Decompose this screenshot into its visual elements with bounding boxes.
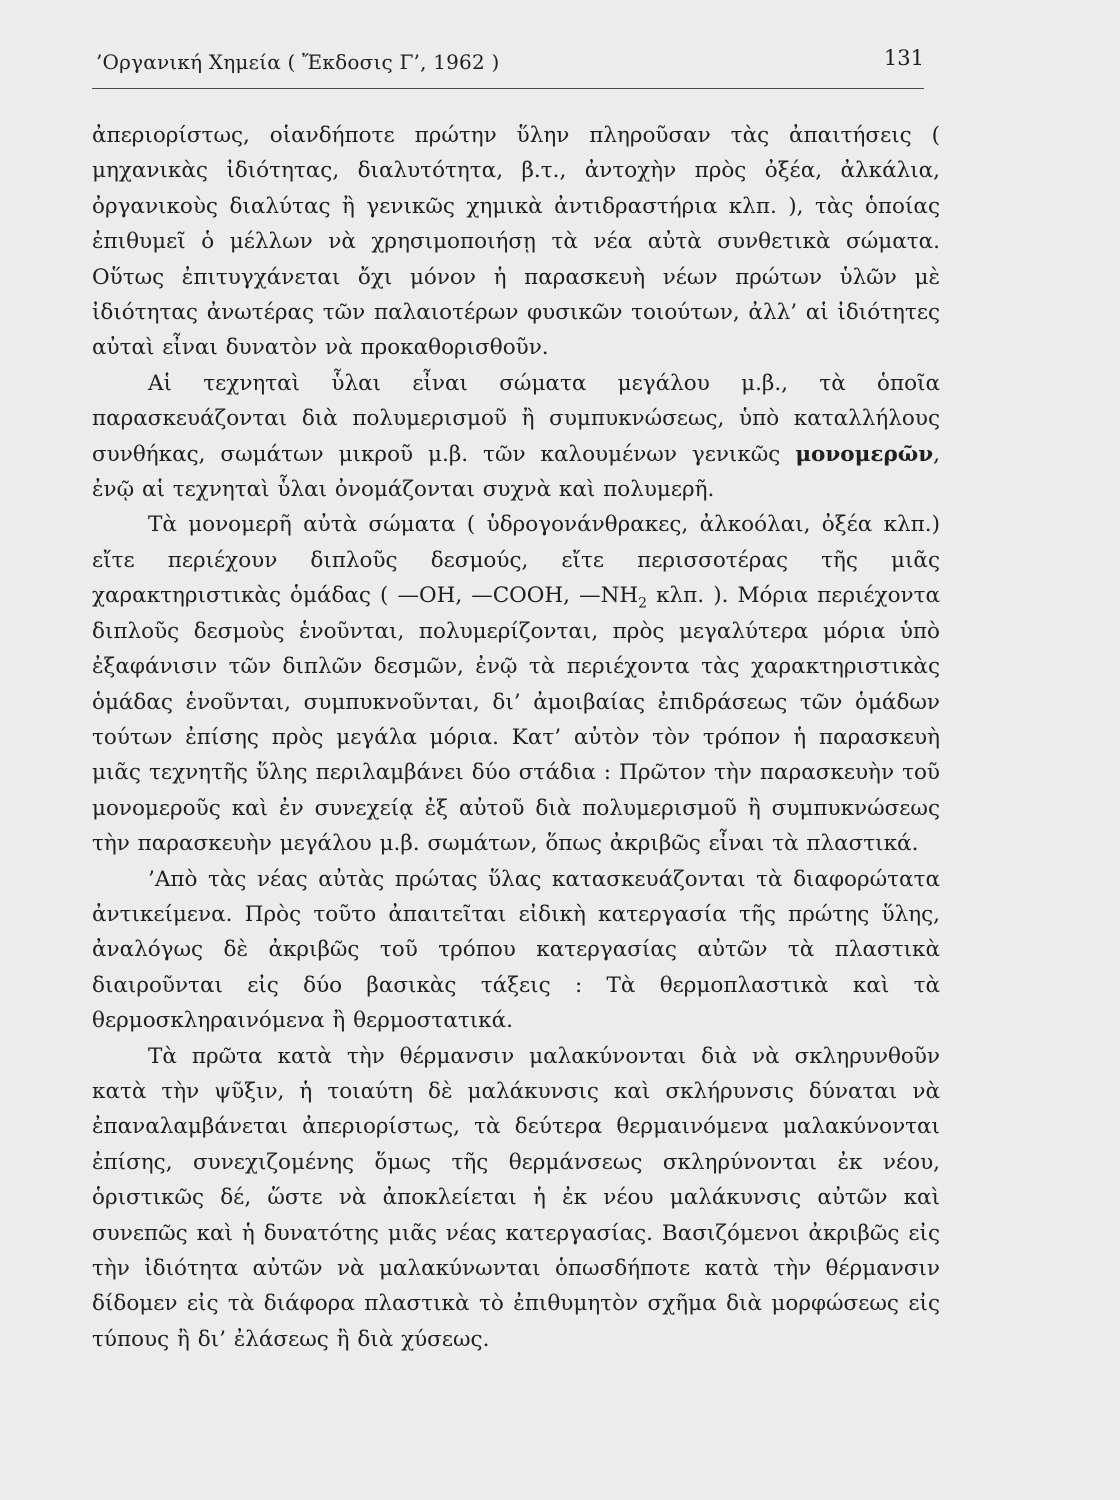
paragraph-4 bbox=[92, 862, 940, 1039]
body-text bbox=[92, 118, 940, 1357]
paragraph-2-text-after: , ἐνῷ αἱ τεχνηταὶ ὗλαι ὀνομάζονται συχνὰ καὶ πολυμερῆ. bbox=[92, 441, 940, 503]
paragraph-1 bbox=[92, 118, 940, 366]
page-header bbox=[92, 44, 924, 89]
nh2-subscript: 2 bbox=[638, 595, 648, 612]
paragraph-4-text: ’Απὸ τὰς νέας αὐτὰς πρώτας ὕλας κατασκευάζονται τὰ διαφορώτατα ἀντικείμενα. Πρὸς τοῦτο ἀπαιτεῖται εἰδικὴ κατεργασία τῆς πρώτης ὕλης, ἀναλόγως δὲ ἀκριβῶς τοῦ τρόπου κατεργασίας αὐτῶν τὰ πλαστικὰ διαιροῦνται εἰς δύο βασικὰς τάξεις : Τὰ θερμοπλαστικὰ καὶ τὰ θερμοσκληραινόμενα ἢ θερμοστατικά. bbox=[92, 866, 940, 1034]
paragraph-3-text-after: κλπ. ). Μόρια περιέχοντα διπλοῦς δεσμοὺς ἑνοῦνται, πολυμερίζονται, πρὸς μεγαλύτερα μόρια ὑπὸ ἐξαφάνισιν τῶν διπλῶν δεσμῶν, ἐνῷ τὰ περιέχοντα τὰς χαρακτηριστικὰς ὁμάδας ἑνοῦνται, συμπυκνοῦνται, δι’ ἀμοιβαίας ἐπιδράσεως τῶν ὁμάδων τούτων ἐπίσης πρὸς μεγάλα μόρια. Κατ’ αὐτὸν τὸν τρόπον ἡ παρασκευὴ μιᾶς τεχνητῆς ὕλης περιλαμβάνει δύο στάδια : Πρῶτον τὴν παρασκευὴν τοῦ μονομεροῦς καὶ ἐν συνεχείᾳ ἐξ αὐτοῦ διὰ πολυμερισμοῦ ἢ συμπυκνώσεως τὴν παρασκευὴν μεγάλου μ.β. σωμάτων, ὅπως ἀκριβῶς εἶναι τὰ πλαστικά. bbox=[92, 583, 940, 857]
bold-term-monomeron: μονομερῶν bbox=[795, 441, 934, 467]
paragraph-2 bbox=[92, 366, 940, 508]
paragraph-3-text-before: Τὰ μονομερῆ αὐτὰ σώματα ( ὑδρογονάνθρακες, ἀλκοόλαι, ὀξέα κλπ.) εἴτε περιέχουν διπλοῦς δεσμούς, εἴτε περισσοτέρας τῆς μιᾶς χαρακτηριστικὰς ὁμάδας ( —OH, —COOH, —NH bbox=[92, 512, 940, 609]
paragraph-5-text: Τὰ πρῶτα κατὰ τὴν θέρμανσιν μαλακύνονται διὰ νὰ σκληρυνθοῦν κατὰ τὴν ψῦξιν, ἡ τοιαύτη δὲ μαλάκυνσις καὶ σκλήρυνσις δύναται νὰ ἐπαναλαμβάνεται ἀπεριορίστως, τὰ δεύτερα θερμαινόμενα μαλακύνονται ἐπίσης, συνεχιζομένης ὅμως τῆς θερμάνσεως σκληρύνονται ἐκ νέου, ὁριστικῶς δέ, ὥστε νὰ ἀποκλείεται ἡ ἐκ νέου μαλάκυνσις αὐτῶν καὶ συνεπῶς καὶ ἡ δυνατότης μιᾶς νέας κατεργασίας. Βασιζόμενοι ἀκριβῶς εἰς τὴν ἰδιότητα αὐτῶν νὰ μαλακύνωνται ὁπωσδήποτε κατὰ τὴν θέρμανσιν δίδομεν εἰς τὰ διάφορα πλαστικὰ τὸ ἐπιθυμητὸν σχῆμα διὰ μορφώσεως εἰς τύπους ἢ δι’ ἐλάσεως ἢ διὰ χύσεως. bbox=[92, 1043, 940, 1352]
paragraph-2-text-before: Αἱ τεχνηταὶ ὗλαι εἶναι σώματα μεγάλου μ.β., τὰ ὁποῖα παρασκευάζονται διὰ πολυμερισμοῦ ἢ συμπυκνώσεως, ὑπὸ καταλλήλους συνθήκας, σωμάτων μικροῦ μ.β. τῶν καλουμένων γενικῶς bbox=[92, 370, 940, 467]
paragraph-3 bbox=[92, 507, 940, 861]
page-number: 131 bbox=[883, 46, 924, 70]
paragraph-1-text: ἀπεριορίστως, οἱανδήποτε πρώτην ὕλην πληροῦσαν τὰς ἀπαιτήσεις ( μηχανικὰς ἰδιότητας, διαλυτότητα, β.τ., ἀντοχὴν πρὸς ὀξέα, ἀλκάλια, ὀργανικοὺς διαλύτας ἢ γενικῶς χημικὰ ἀντιδραστήρια κλπ. ), τὰς ὁποίας ἐπιθυμεῖ ὁ μέλλων νὰ χρησιμοποιήσῃ τὰ νέα αὐτὰ συνθετικὰ σώματα. Οὕτως ἐπιτυγχάνεται ὄχι μόνον ἡ παρασκευὴ νέων πρώτων ὑλῶν μὲ ἰδιότητας ἀνωτέρας τῶν παλαιοτέρων φυσικῶν τοιούτων, ἀλλ’ αἱ ἰδιότητες αὐταὶ εἶναι δυνατὸν νὰ προκαθορισθοῦν. bbox=[92, 123, 940, 361]
paragraph-5 bbox=[92, 1039, 940, 1358]
running-title: ’Οργανική Χημεία ( Ἔκδοσις Γ’, 1962 ) bbox=[96, 50, 500, 74]
